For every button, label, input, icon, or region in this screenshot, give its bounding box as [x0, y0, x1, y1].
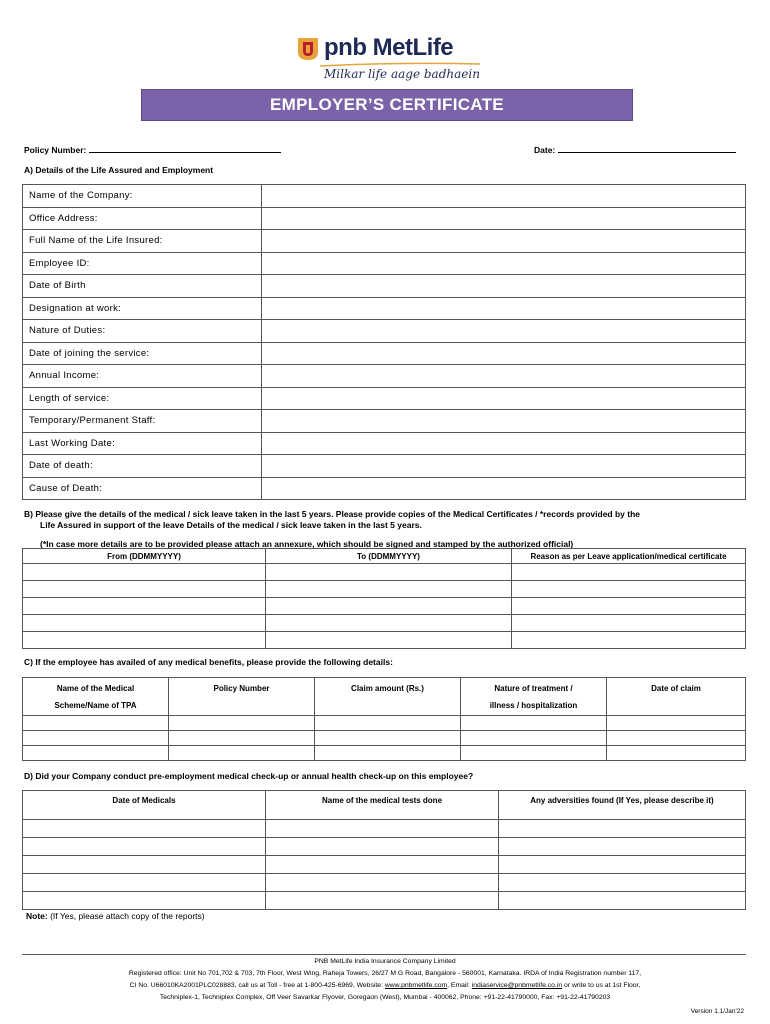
life-assured-details-table [22, 184, 746, 500]
footer-line2 [0, 980, 770, 992]
date-line [558, 143, 736, 153]
medical-checkup-row-cell[interactable] [23, 838, 266, 856]
sick-leave-row [23, 632, 746, 649]
medicals-date-header: Date of Medicals [23, 791, 266, 820]
pnb-metlife-logo [296, 34, 486, 86]
footer-line1: Registered office: Unit No 701,702 & 703, 7th Floor, West Wing, Raheja Towers, 26/27 M G Road, Bangalore - 560001, Karnataka. IRDA of India Registration number 117, [128, 970, 642, 977]
footer-line3: Techniplex-1, Techniplex Complex, Off Veer Savarkar Flyover, Goregaon (West), Mumbai - 400062, Phone: +91-22-41790000, Fax: +91-22-41790203 [159, 994, 611, 1001]
footer-line2-b: , Email: [447, 982, 472, 989]
life-assured-row-label: Cause of Death: [23, 477, 262, 500]
scheme-name-header-line2: Scheme/Name of TPA [54, 701, 137, 710]
medical-benefit-row-cell[interactable] [23, 731, 169, 746]
life-assured-row-label: Temporary/Permanent Staff: [23, 410, 262, 433]
medical-benefit-row-cell[interactable] [315, 746, 461, 761]
medical-benefit-row-cell[interactable] [461, 746, 607, 761]
life-assured-row-value[interactable] [262, 230, 746, 253]
medical-benefit-row-cell[interactable] [607, 746, 746, 761]
treatment-nature-header-line2: illness / hospitalization [489, 701, 578, 710]
sick-leave-row-cell[interactable] [23, 615, 266, 632]
life-assured-row [23, 342, 746, 365]
sick-leave-row-cell[interactable] [23, 581, 266, 598]
life-assured-row-label: Date of joining the service: [23, 342, 262, 365]
section-a-heading: A) Details of the Life Assured and Employment [24, 165, 214, 175]
medical-benefit-row-cell[interactable] [315, 731, 461, 746]
life-assured-row-value[interactable] [262, 365, 746, 388]
medical-checkup-row-cell[interactable] [499, 838, 746, 856]
footer-company: PNB MetLife India Insurance Company Limited [314, 958, 456, 965]
life-assured-row-label: Date of death: [23, 455, 262, 478]
section-b-heading-line1: B) Please give the details of the medical / sick leave taken in the last 5 years. Please provide copies of the Medical Certificates / *records provided by the [24, 509, 641, 519]
pnb-logo-mark-icon [296, 36, 320, 62]
leave-reason-header: Reason as per Leave application/medical certificate [512, 549, 746, 564]
to-date-header: To (DDMMYYYY) [266, 549, 512, 564]
policy-number-line [89, 143, 281, 153]
sick-leave-row-cell[interactable] [23, 632, 266, 649]
claim-amount-header: Claim amount (Rs.) [315, 678, 461, 716]
medical-checkup-row-cell[interactable] [23, 856, 266, 874]
medical-benefit-row-cell[interactable] [169, 746, 315, 761]
claim-date-header: Date of claim [607, 678, 746, 716]
life-assured-row-value[interactable] [262, 342, 746, 365]
section-d-heading: D) Did your Company conduct pre-employment medical check-up or annual health check-up on this employee? [24, 771, 474, 781]
medical-checkup-row-cell[interactable] [23, 892, 266, 910]
note-label: Note: [26, 911, 48, 921]
life-assured-row-label: Employee ID: [23, 252, 262, 275]
life-assured-row [23, 477, 746, 500]
footer-line2-a: CI No. U66010KA2001PLC028883, call us at Toll - free at 1-800-425-6969, Website: [129, 982, 385, 989]
life-assured-row-label: Last Working Date: [23, 432, 262, 455]
medical-tests-header: Name of the medical tests done [266, 791, 499, 820]
document-title: EMPLOYER’S CERTIFICATE [141, 89, 633, 121]
life-assured-row [23, 320, 746, 343]
medical-benefits-header-row [23, 678, 746, 716]
medical-checkup-row-cell[interactable] [499, 892, 746, 910]
life-assured-row-value[interactable] [262, 320, 746, 343]
life-assured-row-value[interactable] [262, 410, 746, 433]
medical-checkup-row-cell[interactable] [266, 838, 499, 856]
medical-benefit-row-cell[interactable] [315, 716, 461, 731]
policy-number-field[interactable] [24, 143, 281, 155]
life-assured-row [23, 207, 746, 230]
medical-benefit-row-cell[interactable] [23, 716, 169, 731]
footer-email-link[interactable]: indiaservice@pnbmetlife.co.in [471, 982, 563, 989]
section-b-note: (*In case more details are to be provided please attach an annexure, which should be signed and stamped by the authorized official) [40, 539, 574, 549]
sick-leave-row-cell[interactable] [266, 632, 512, 649]
life-assured-row [23, 275, 746, 298]
sick-leave-row-cell[interactable] [266, 615, 512, 632]
version-label: Version 1.1/Jan'22 [690, 1008, 744, 1015]
life-assured-row-value[interactable] [262, 432, 746, 455]
medical-benefit-row-cell[interactable] [23, 746, 169, 761]
life-assured-row [23, 432, 746, 455]
treatment-nature-header [461, 678, 607, 716]
treatment-nature-header-line1: Nature of treatment / [494, 684, 573, 693]
section-c-heading: C) If the employee has availed of any medical benefits, please provide the following details: [24, 657, 393, 667]
life-assured-row-label: Office Address: [23, 207, 262, 230]
date-field[interactable] [534, 143, 736, 155]
life-assured-row-value[interactable] [262, 252, 746, 275]
medical-checkup-header-row [23, 791, 746, 820]
note-text: (If Yes, please attach copy of the reports) [47, 911, 205, 921]
sick-leave-row-cell[interactable] [512, 564, 746, 581]
adversities-header: Any adversities found (If Yes, please describe it) [499, 791, 746, 820]
sick-leave-row [23, 564, 746, 581]
medical-checkup-row-cell[interactable] [23, 820, 266, 838]
medical-checkup-row-cell[interactable] [499, 856, 746, 874]
sick-leave-row-cell[interactable] [23, 598, 266, 615]
medical-benefit-row-cell[interactable] [169, 731, 315, 746]
sick-leave-row-cell[interactable] [23, 564, 266, 581]
footer-website-link[interactable]: www.pnbmetlife.com [384, 982, 448, 989]
section-d-note [26, 911, 205, 921]
policy-number-header: Policy Number [169, 678, 315, 716]
medical-checkup-row [23, 874, 746, 892]
section-b-heading-line2: Life Assured in support of the leave Details of the medical / sick leave taken in the last 5 years. [40, 520, 422, 530]
life-assured-row [23, 455, 746, 478]
life-assured-row [23, 387, 746, 410]
life-assured-row-value[interactable] [262, 185, 746, 208]
sick-leave-row [23, 598, 746, 615]
sick-leave-table [22, 548, 746, 649]
sick-leave-row-cell[interactable] [512, 632, 746, 649]
pre-employment-medical-table [22, 790, 746, 910]
medical-benefit-row-cell[interactable] [607, 716, 746, 731]
medical-benefit-row-cell[interactable] [169, 716, 315, 731]
medical-benefit-row [23, 716, 746, 731]
life-assured-row-value[interactable] [262, 477, 746, 500]
medical-checkup-row [23, 820, 746, 838]
life-assured-row-label: Date of Birth [23, 275, 262, 298]
life-assured-row [23, 230, 746, 253]
life-assured-row-label: Annual Income: [23, 365, 262, 388]
life-assured-row-value[interactable] [262, 455, 746, 478]
sick-leave-row-cell[interactable] [266, 564, 512, 581]
life-assured-row-label: Name of the Company: [23, 185, 262, 208]
from-date-header: From (DDMMYYYY) [23, 549, 266, 564]
medical-checkup-row-cell[interactable] [266, 820, 499, 838]
life-assured-row [23, 252, 746, 275]
medical-benefit-row-cell[interactable] [461, 731, 607, 746]
medical-checkup-row-cell[interactable] [266, 856, 499, 874]
medical-checkup-row [23, 856, 746, 874]
life-assured-row [23, 365, 746, 388]
life-assured-row-label: Full Name of the Life Insured: [23, 230, 262, 253]
scheme-name-header [23, 678, 169, 716]
life-assured-row [23, 185, 746, 208]
logo-brand-name: MetLife [372, 34, 454, 61]
policy-number-label: Policy Number: [24, 145, 87, 155]
footer-line2-c: or write to us at 1st Floor, [562, 982, 641, 989]
medical-checkup-row-cell[interactable] [23, 874, 266, 892]
sick-leave-row [23, 615, 746, 632]
life-assured-row-value[interactable] [262, 275, 746, 298]
medical-benefit-row-cell[interactable] [607, 731, 746, 746]
sick-leave-row [23, 581, 746, 598]
life-assured-row-label: Designation at work: [23, 297, 262, 320]
sick-leave-header-row [23, 549, 746, 564]
sick-leave-row-cell[interactable] [266, 598, 512, 615]
sick-leave-row-cell[interactable] [512, 598, 746, 615]
date-label: Date: [534, 145, 556, 155]
sick-leave-row-cell[interactable] [266, 581, 512, 598]
sick-leave-row-cell[interactable] [512, 615, 746, 632]
logo-brand [324, 34, 453, 62]
life-assured-row-value[interactable] [262, 387, 746, 410]
medical-checkup-row [23, 892, 746, 910]
medical-checkup-row-cell[interactable] [499, 874, 746, 892]
medical-benefit-row [23, 746, 746, 761]
scheme-name-header-line1: Name of the Medical [56, 684, 135, 693]
life-assured-row [23, 410, 746, 433]
medical-benefit-row-cell[interactable] [461, 716, 607, 731]
footer-divider [22, 954, 746, 955]
medical-benefit-row [23, 731, 746, 746]
life-assured-row-value[interactable] [262, 297, 746, 320]
life-assured-row [23, 297, 746, 320]
medical-benefits-table [22, 677, 746, 761]
logo-tagline: Milkar life aage badhaein [324, 67, 480, 81]
medical-checkup-row-cell[interactable] [266, 892, 499, 910]
medical-checkup-row-cell[interactable] [499, 820, 746, 838]
life-assured-row-label: Nature of Duties: [23, 320, 262, 343]
sick-leave-row-cell[interactable] [512, 581, 746, 598]
logo-brand-prefix: pnb [324, 34, 367, 61]
medical-checkup-row-cell[interactable] [266, 874, 499, 892]
medical-checkup-row [23, 838, 746, 856]
life-assured-row-value[interactable] [262, 207, 746, 230]
life-assured-row-label: Length of service: [23, 387, 262, 410]
